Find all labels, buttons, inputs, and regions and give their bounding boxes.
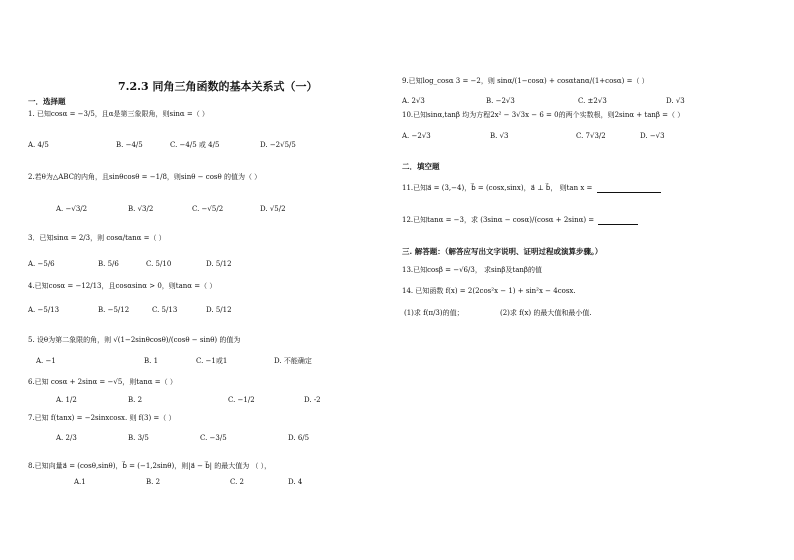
q10-option-b: B. √3 [490,132,509,140]
q4-option-b: B. −5/12 [98,306,130,314]
q3-option-c: C. 5/10 [146,260,172,268]
section-heading-choice: 一．选择题 [28,97,66,106]
page-title: 7.2.3 同角三角函数的基本关系式（一） [118,80,318,93]
q2-option-a: A. −√3/2 [56,205,88,213]
q14-stem: 14. 已知函数 f(x) = 2(2cos²x − 1) + sin²x − 4cosx. [402,287,576,295]
q10-stem: 10.已知sinα,tanβ 均为方程2x² − 3√3x − 6 = 0的两个实数根，则2sinα + tanβ =（ ） [402,111,685,119]
q7-option-a: A. 2/3 [56,434,77,442]
q4-option-d: D. 5/12 [206,306,232,314]
q2-option-c: C. −√5/2 [192,205,224,213]
q8-option-b: B. 2 [146,478,161,486]
q10-option-c: C. 7√3/2 [576,132,606,140]
q4-option-a: A. −5/13 [28,306,60,314]
q10-option-d: D. −√3 [640,132,665,140]
q6-option-c: C. −1/2 [228,396,255,404]
q9-stem: 9.已知log_cosα 3 = −2，则 sinα/(1−cosα) + cosαtanα/(1+cosα) =（ ） [402,77,649,85]
q9-option-b: B. −2√3 [486,97,515,105]
q5-option-b: B. 1 [144,357,159,365]
q1-option-c: C. −4/5 或 4/5 [170,141,220,149]
q12-answer-blank[interactable] [598,216,638,225]
q7-option-b: B. 3/5 [128,434,149,442]
q9-option-a: A. 2√3 [402,97,425,105]
q5-option-a: A. −1 [36,357,56,365]
q11-stem [402,184,661,193]
q7-option-d: D. 6/5 [288,434,310,442]
q2-option-b: B. √3/2 [128,205,154,213]
q8-option-a: A.1 [74,478,86,486]
q7-stem: 7.已知 f(tanx) = −2sinxcosx. 则 f(3) =（ ） [28,414,176,422]
q14-part1: (1)求 f(π/3)的值； [404,309,464,317]
q5-stem: 5. 设θ为第二象限的角，则 √(1−2sinθcosθ)/(cosθ − sinθ) 的值为 [28,336,241,344]
q4-stem: 4.已知cosα = −12/13，且cosαsinα > 0，则tanα =（ ） [28,282,217,290]
q1-option-b: B. −4/5 [116,141,143,149]
q11-answer-blank[interactable] [597,184,661,193]
q9-option-c: C. ±2√3 [578,97,607,105]
q14-part2: (2)求 f(x) 的最大值和最小值. [500,309,592,317]
q6-option-d: D. -2 [304,396,321,404]
q6-stem: 6.已知 cosα + 2sinα = −√5，则tanα =（ ） [28,378,177,386]
q1-option-d: D. −2√5/5 [260,141,296,149]
section-heading-fill: 二．填空题 [402,162,440,171]
q1-stem: 1. 已知cosα = −3/5，且α是第三象限角，则sinα =（ ） [28,110,209,118]
q6-option-b: B. 2 [128,396,143,404]
q1-option-a: A. 4/5 [28,141,49,149]
q3-stem: 3．已知sinα = 2/3，则 cosα/tanα =（ ） [28,234,166,242]
q13-stem: 13.已知cosβ = −√6/3， 求sinβ及tanβ的值 [402,266,542,274]
q8-option-d: D. 4 [288,478,303,486]
section-heading-solve: 三. 解答题：（解答应写出文字说明、证明过程或演算步骤。） [402,247,603,256]
q11-text: 11.已知a⃗ = (3,−4)，b⃗ = (cosx,sinx)，a⃗ ⊥ b⃗， 则tan x = [402,184,593,192]
q4-option-c: C. 5/13 [152,306,178,314]
q6-option-a: A. 1/2 [56,396,77,404]
q8-option-c: C. 2 [230,478,245,486]
q3-option-d: D. 5/12 [206,260,232,268]
q5-option-c: C. −1或1 [196,357,228,365]
q3-option-a: A. −5/6 [28,260,55,268]
q9-option-d: D. √3 [666,97,685,105]
q12-stem [402,216,638,225]
q5-option-d: D. 不能确定 [274,357,312,365]
q12-text: 12.已知tanα = −3，求 (3sinα − cosα)/(cosα + 2sinα) = [402,216,595,224]
q8-stem: 8.已知向量a⃗ = (cosθ,sinθ)，b⃗ = (−1,2sinθ)，则|a⃗ − b⃗| 的最大值为 （ ）， [28,462,272,470]
q10-option-a: A. −2√3 [402,132,431,140]
q3-option-b: B. 5/6 [98,260,119,268]
q2-option-d: D. √5/2 [260,205,286,213]
q7-option-c: C. −3/5 [200,434,227,442]
q2-stem: 2.若θ为△ABC的内角，且sinθcosθ = −1/8，则sinθ − cosθ 的值为（ ） [28,173,262,181]
